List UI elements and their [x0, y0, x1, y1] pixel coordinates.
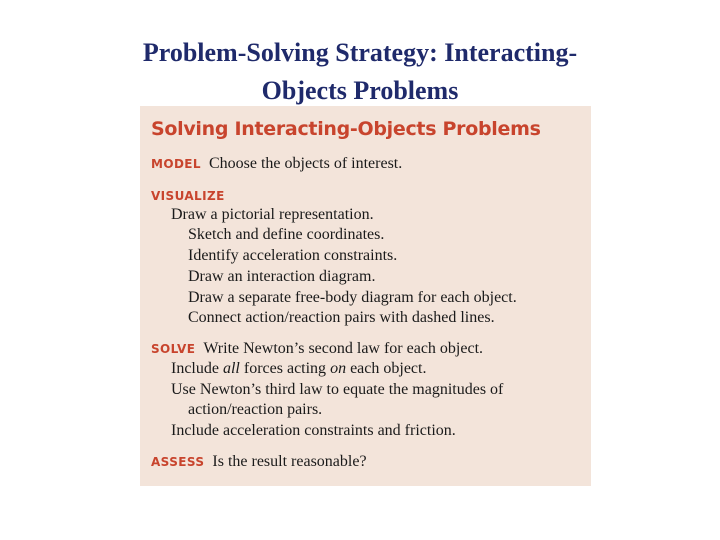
- visualize-step-2: Draw an interaction diagram.: [188, 268, 376, 285]
- solve-row: [151, 339, 483, 359]
- visualize-row: [151, 186, 233, 206]
- solve-item-1-mid: forces acting: [239, 360, 331, 377]
- model-label: MODEL: [151, 157, 201, 171]
- visualize-step-4: Connect action/reaction pairs with dashed lines.: [188, 309, 495, 326]
- solve-item-1-pre: Include: [171, 360, 223, 377]
- solve-item-1-emphasis-all: all: [222, 360, 240, 377]
- visualize-step-1b: Identify acceleration constraints.: [188, 247, 398, 264]
- visualize-step-1: Draw a pictorial representation.: [171, 206, 374, 223]
- solve-item-1: [171, 359, 426, 379]
- solve-item-1-post: each object.: [346, 360, 427, 377]
- assess-row: [151, 452, 367, 472]
- model-text: Choose the objects of interest.: [208, 155, 403, 172]
- solve-item-3: Include acceleration constraints and friction.: [171, 422, 456, 439]
- visualize-label: VISUALIZE: [151, 189, 225, 203]
- solve-item-2-line-2: action/reaction pairs.: [188, 401, 323, 418]
- visualize-step-1a: Sketch and define coordinates.: [188, 226, 385, 243]
- slide-title: [0, 34, 720, 110]
- model-row: [151, 154, 402, 174]
- strategy-box: [140, 106, 591, 486]
- strategy-heading: Solving Interacting-Objects Problems: [151, 118, 541, 140]
- slide-title-line-2: Objects Problems: [261, 76, 459, 105]
- slide-title-line-1: Problem-Solving Strategy: Interacting-: [142, 38, 578, 67]
- solve-item-1-emphasis-on: on: [330, 360, 347, 377]
- solve-label: SOLVE: [151, 342, 196, 356]
- assess-text: Is the result reasonable?: [212, 453, 367, 470]
- solve-item-2-line-1: Use Newton’s third law to equate the magnitudes of: [171, 381, 504, 398]
- solve-text: Write Newton’s second law for each object.: [203, 340, 484, 357]
- assess-label: ASSESS: [151, 455, 205, 469]
- visualize-step-3: Draw a separate free-body diagram for each object.: [188, 289, 517, 306]
